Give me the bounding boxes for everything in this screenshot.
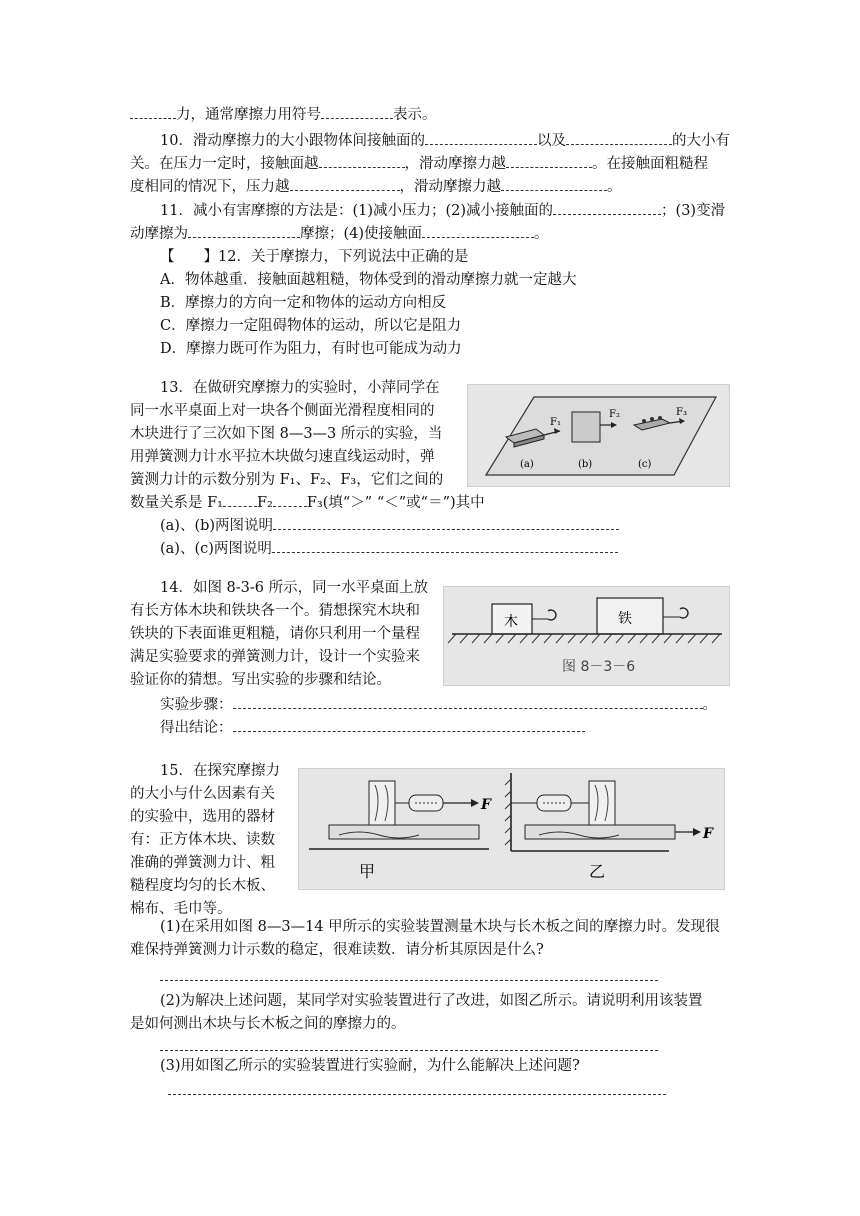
q14-conclusion-line [160, 717, 585, 739]
q9-tail-line [130, 104, 437, 126]
friction-experiment-diagram [468, 385, 729, 486]
q12-stem-line [160, 246, 468, 268]
answer-blank[interactable] [319, 155, 405, 168]
q15-line-1: 15．在探究摩擦力 [160, 763, 280, 779]
wood-block-label: 木 [504, 614, 518, 630]
q15-line-7: 棉布、毛巾等。 [130, 901, 232, 917]
q15-line-4: 有：正方体木块、读数 [130, 832, 275, 848]
q14-line-2: 有长方体木块和铁块各一个。猜想探究木块和 [130, 603, 420, 619]
q13-text: F₃(填“＞” “＜”或“＝”)其中 [306, 495, 485, 511]
q13-line-3: 木块进行了三次如下图 8—3—3 所示的实验，当 [130, 426, 443, 442]
q14-line-5: 验证你的猜想。写出实验的步骤和结论。 [130, 672, 391, 688]
q15-part2-line-2: 是如何测出木块与长木板之间的摩擦力的。 [130, 1016, 406, 1032]
q14-steps-line [160, 694, 717, 716]
q10-text: ，滑动摩擦力越 [404, 156, 506, 172]
answer-blank[interactable] [290, 178, 400, 191]
fig-label-a: (a) [520, 459, 534, 470]
force-label: F₁ [550, 417, 561, 428]
q9-text-a: 力，通常摩擦力用符号 [176, 107, 321, 123]
answer-blank[interactable] [233, 696, 703, 709]
answer-blank[interactable] [553, 202, 661, 215]
q15-part1-answer [160, 966, 658, 988]
answer-blank[interactable] [501, 178, 607, 191]
q10-text: 10．滑动摩擦力的大小跟物体间接触面的 [160, 133, 425, 149]
answer-blank[interactable] [422, 225, 534, 238]
q11-text: ；(3)变滑 [661, 203, 726, 219]
q11-text: 。 [534, 226, 549, 242]
q15-part2-line-1: (2)为解决上述问题，某同学对实验装置进行了改进，如图乙所示。请说明利用该装置 [160, 993, 703, 1009]
q10-text: 。在接触面粗糙程 [592, 156, 708, 172]
q11-text: 摩擦；(4)使接触面 [300, 226, 423, 242]
q15-line-5: 准确的弹簧测力计、粗 [130, 855, 275, 871]
q13-text: (a)、(c)两图说明 [160, 541, 272, 557]
figure-8-3-3 [467, 384, 730, 487]
q13-ab-line [160, 515, 619, 537]
force-label: F₂ [609, 409, 620, 420]
q13-ac-line [160, 538, 618, 560]
answer-blank[interactable] [188, 225, 300, 238]
spring-scale-experiment-diagram [299, 769, 724, 889]
answer-blank[interactable] [272, 540, 618, 553]
q14-text: 。 [702, 697, 717, 713]
q11-line-2 [130, 223, 549, 245]
iron-block-label: 铁 [618, 611, 632, 627]
q14-line-1: 14．如图 8-3-6 所示，同一水平桌面上放 [160, 580, 429, 596]
fig-label-jia: 甲 [359, 862, 376, 881]
q14-text: 实验步骤： [160, 697, 233, 713]
q15-line-2: 的大小与什么因素有关 [130, 786, 275, 802]
q13-line-1: 13．在做研究摩擦力的实验时，小萍同学在 [160, 380, 440, 396]
answer-bracket[interactable]: 【 】 [160, 249, 218, 265]
q13-line-4: 用弹簧测力计水平拉木块做匀速直线运动时，弹 [130, 449, 435, 465]
force-label: F [703, 826, 713, 842]
q12-stem: 12．关于摩擦力，下列说法中正确的是 [218, 249, 469, 265]
q13-text: (a)、(b)两图说明 [160, 518, 274, 534]
q9-text-b: 表示。 [393, 107, 437, 123]
answer-blank[interactable] [273, 517, 619, 530]
q12-option-d[interactable]: D．摩擦力既可作为阻力，有时也可能成为动力 [160, 341, 462, 357]
answer-blank[interactable] [233, 719, 585, 732]
fig-label-c: (c) [638, 459, 652, 470]
q10-line-2 [130, 153, 708, 175]
answer-blank[interactable] [160, 1038, 658, 1051]
q13-line-5: 簧测力计的示数分别为 F₁、F₂、F₃，它们之间的 [130, 472, 444, 488]
q10-text: 关。在压力一定时，接触面越 [130, 156, 319, 172]
q15-line-3: 的实验中，选用的器材 [130, 809, 275, 825]
figure-8-3-6 [443, 586, 730, 686]
force-label: F₃ [676, 407, 687, 418]
q10-line-3 [130, 176, 622, 198]
answer-blank[interactable] [566, 132, 672, 145]
q15-part3-answer [168, 1080, 666, 1102]
q14-text: 得出结论： [160, 720, 233, 736]
wood-iron-diagram [444, 587, 729, 685]
q13-text: 数量关系是 F₁ [130, 495, 223, 511]
q10-text: 的大小有 [671, 133, 730, 149]
fig-label-yi: 乙 [589, 862, 606, 881]
q10-text: 度相同的情况下，压力越 [130, 179, 290, 195]
q13-relation-line [130, 492, 485, 514]
q12-option-b[interactable]: B．摩擦力的方向一定和物体的运动方向相反 [160, 295, 447, 311]
q13-text: F₂ [256, 495, 273, 511]
fig-label-b: (b) [578, 459, 593, 470]
figure-8-3-14 [298, 768, 725, 890]
q13-line-2: 同一水平桌面上对一块各个侧面光滑程度相同的 [130, 403, 435, 419]
answer-blank[interactable] [223, 494, 257, 507]
q15-part3-line: (3)用如图乙所示的实验装置进行实验耐，为什么能解决上述问题? [160, 1058, 580, 1074]
q14-line-3: 铁块的下表面谁更粗糙，请你只利用一个量程 [130, 626, 420, 642]
q12-option-c[interactable]: C．摩擦力一定阻碍物体的运动，所以它是阻力 [160, 318, 462, 334]
q15-line-6: 糙程度均匀的长木板、 [130, 878, 275, 894]
q10-line-1 [160, 130, 730, 152]
q10-text: 以及 [536, 133, 566, 149]
answer-blank[interactable] [273, 494, 307, 507]
q10-text: ，滑动摩擦力越 [399, 179, 501, 195]
answer-blank[interactable] [506, 155, 592, 168]
answer-blank[interactable] [321, 106, 393, 119]
answer-blank[interactable] [160, 968, 658, 981]
q15-part1-line-1: (1)在采用如图 8—3—14 甲所示的实验装置测量木块与长木板之间的摩擦力时。发现很 [160, 919, 720, 935]
force-label: F [481, 797, 491, 813]
q12-option-a[interactable]: A．物体越重．接触面越粗糙，物体受到的滑动摩擦力就一定越大 [160, 272, 577, 288]
q15-part1-line-2: 难保持弹簧测力计示数的稳定，很难读数．请分析其原因是什么? [130, 942, 544, 958]
q14-line-4: 满足实验要求的弹簧测力计，设计一个实验来 [130, 649, 420, 665]
q11-text: 动摩擦为 [130, 226, 188, 242]
answer-blank[interactable] [425, 132, 537, 145]
q11-text: 11．减小有害摩擦的方法是：(1)减小压力；(2)减小接触面的 [160, 203, 554, 219]
q10-text: 。 [607, 179, 622, 195]
q11-line-1 [160, 200, 725, 222]
figure-caption: 图 8－3－6 [562, 659, 636, 675]
answer-blank[interactable] [130, 106, 176, 119]
answer-blank[interactable] [168, 1082, 666, 1095]
